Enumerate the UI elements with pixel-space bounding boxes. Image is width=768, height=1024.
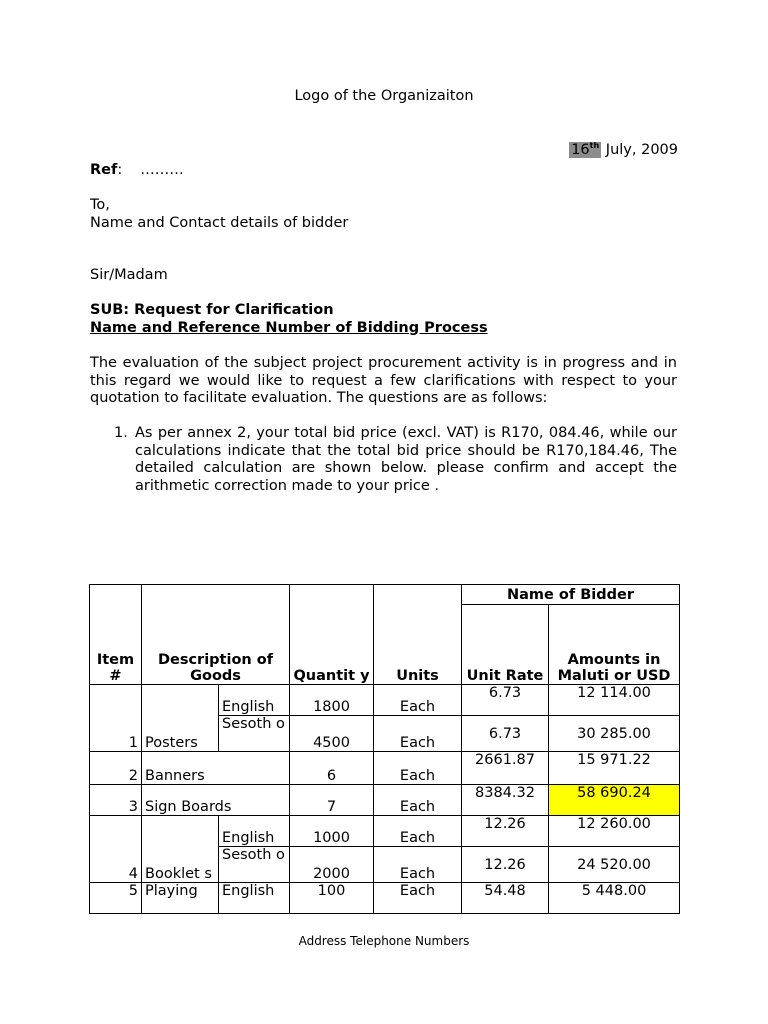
- cell-units: Each: [374, 816, 462, 847]
- cell-units: Each: [374, 685, 462, 716]
- cell-amount: 30 285.00: [549, 716, 680, 752]
- intro-paragraph: The evaluation of the subject project procurement activity is in progress and in this regard we would like to request a few clarifications with respect to your quotation to facilitate evaluation. The questions are as follows:: [90, 355, 677, 406]
- cell-language: English: [219, 816, 290, 847]
- cell-unit-rate: 2661.87: [462, 752, 549, 785]
- recipient-to: To,: [90, 197, 110, 213]
- cell-item: 1: [90, 685, 142, 752]
- cell-amount: 24 520.00: [549, 847, 680, 883]
- recipient-details: Name and Contact details of bidder: [90, 214, 349, 231]
- cell-amount: 5 448.00: [549, 883, 680, 914]
- cell-unit-rate: 8384.32: [462, 785, 549, 816]
- subject-line: SUB: Request for Clarification: [90, 302, 334, 318]
- cell-unit-rate: 54.48: [462, 883, 549, 914]
- footer-address: Address Telephone Numbers: [298, 934, 470, 948]
- cell-units: Each: [374, 847, 462, 883]
- cell-quantity: 1000: [290, 816, 374, 847]
- cell-language: English: [219, 883, 290, 914]
- header-bidder-name: Name of Bidder: [462, 585, 680, 605]
- cell-quantity: 2000: [290, 847, 374, 883]
- table-row: [90, 883, 680, 914]
- table-row: [90, 785, 680, 816]
- cell-description: Playing: [142, 883, 219, 914]
- cell-amount: 15 971.22: [549, 752, 680, 785]
- header-description: Description of Goods: [142, 585, 290, 685]
- bid-price-table: [89, 584, 680, 914]
- cell-quantity: 4500: [290, 716, 374, 752]
- cell-amount: 12 260.00: [549, 816, 680, 847]
- cell-item: 4: [90, 816, 142, 883]
- cell-units: Each: [374, 785, 462, 816]
- salutation: Sir/Madam: [90, 267, 168, 283]
- table-row: [90, 752, 680, 785]
- cell-language: English: [219, 685, 290, 716]
- ref-value: ………: [140, 162, 184, 178]
- cell-description: Booklet s: [142, 816, 219, 883]
- recipient-block: [90, 197, 348, 232]
- ref-label: Ref: [90, 162, 118, 178]
- cell-language: Sesoth o: [219, 847, 290, 883]
- reference-line: [90, 162, 184, 178]
- cell-quantity: 7: [290, 785, 374, 816]
- cell-amount: 12 114.00: [549, 685, 680, 716]
- cell-description: Banners: [142, 752, 290, 785]
- ref-colon: :: [117, 162, 123, 178]
- cell-description: Posters: [142, 685, 219, 752]
- table-row: [90, 685, 680, 716]
- list-item-text: As per annex 2, your total bid price (excl. VAT) is R170, 084.46, while our calculations indicate that the total bid price should be R170,184.46, The detailed calculation are shown below. please confirm and accept the arithmetic correction made to your price .: [135, 425, 677, 494]
- question-list: [90, 425, 677, 495]
- cell-units: Each: [374, 716, 462, 752]
- cell-unit-rate: 12.26: [462, 816, 549, 847]
- cell-quantity: 6: [290, 752, 374, 785]
- date-day-suffix: th: [589, 141, 600, 150]
- list-item-number: 1.: [114, 425, 128, 441]
- cell-amount-highlighted: 58 690.24: [549, 785, 680, 816]
- date-day-highlight: [569, 142, 601, 158]
- date-day: 16: [571, 142, 590, 158]
- cell-quantity: 1800: [290, 685, 374, 716]
- cell-language: Sesoth o: [219, 716, 290, 752]
- table-row: [90, 816, 680, 847]
- header-units: Units: [374, 585, 462, 685]
- cell-item: 2: [90, 752, 142, 785]
- subject-process-name: Name and Reference Number of Bidding Process: [90, 319, 488, 336]
- cell-unit-rate: 6.73: [462, 716, 549, 752]
- cell-item: 5: [90, 883, 142, 914]
- date-month-year: July, 2009: [601, 142, 678, 158]
- cell-item: 3: [90, 785, 142, 816]
- cell-unit-rate: 12.26: [462, 847, 549, 883]
- cell-units: Each: [374, 752, 462, 785]
- subject-block: [90, 302, 488, 337]
- cell-quantity: 100: [290, 883, 374, 914]
- cell-description: Sign Boards: [142, 785, 290, 816]
- header-unit-rate: Unit Rate: [462, 605, 549, 685]
- cell-unit-rate: 6.73: [462, 685, 549, 716]
- letter-date: [569, 141, 678, 158]
- header-quantity: Quantit y: [290, 585, 374, 685]
- cell-units: Each: [374, 883, 462, 914]
- header-amounts: Amounts in Maluti or USD: [549, 605, 680, 685]
- logo-placeholder: Logo of the Organizaiton: [294, 88, 474, 104]
- header-item: Item #: [90, 585, 142, 685]
